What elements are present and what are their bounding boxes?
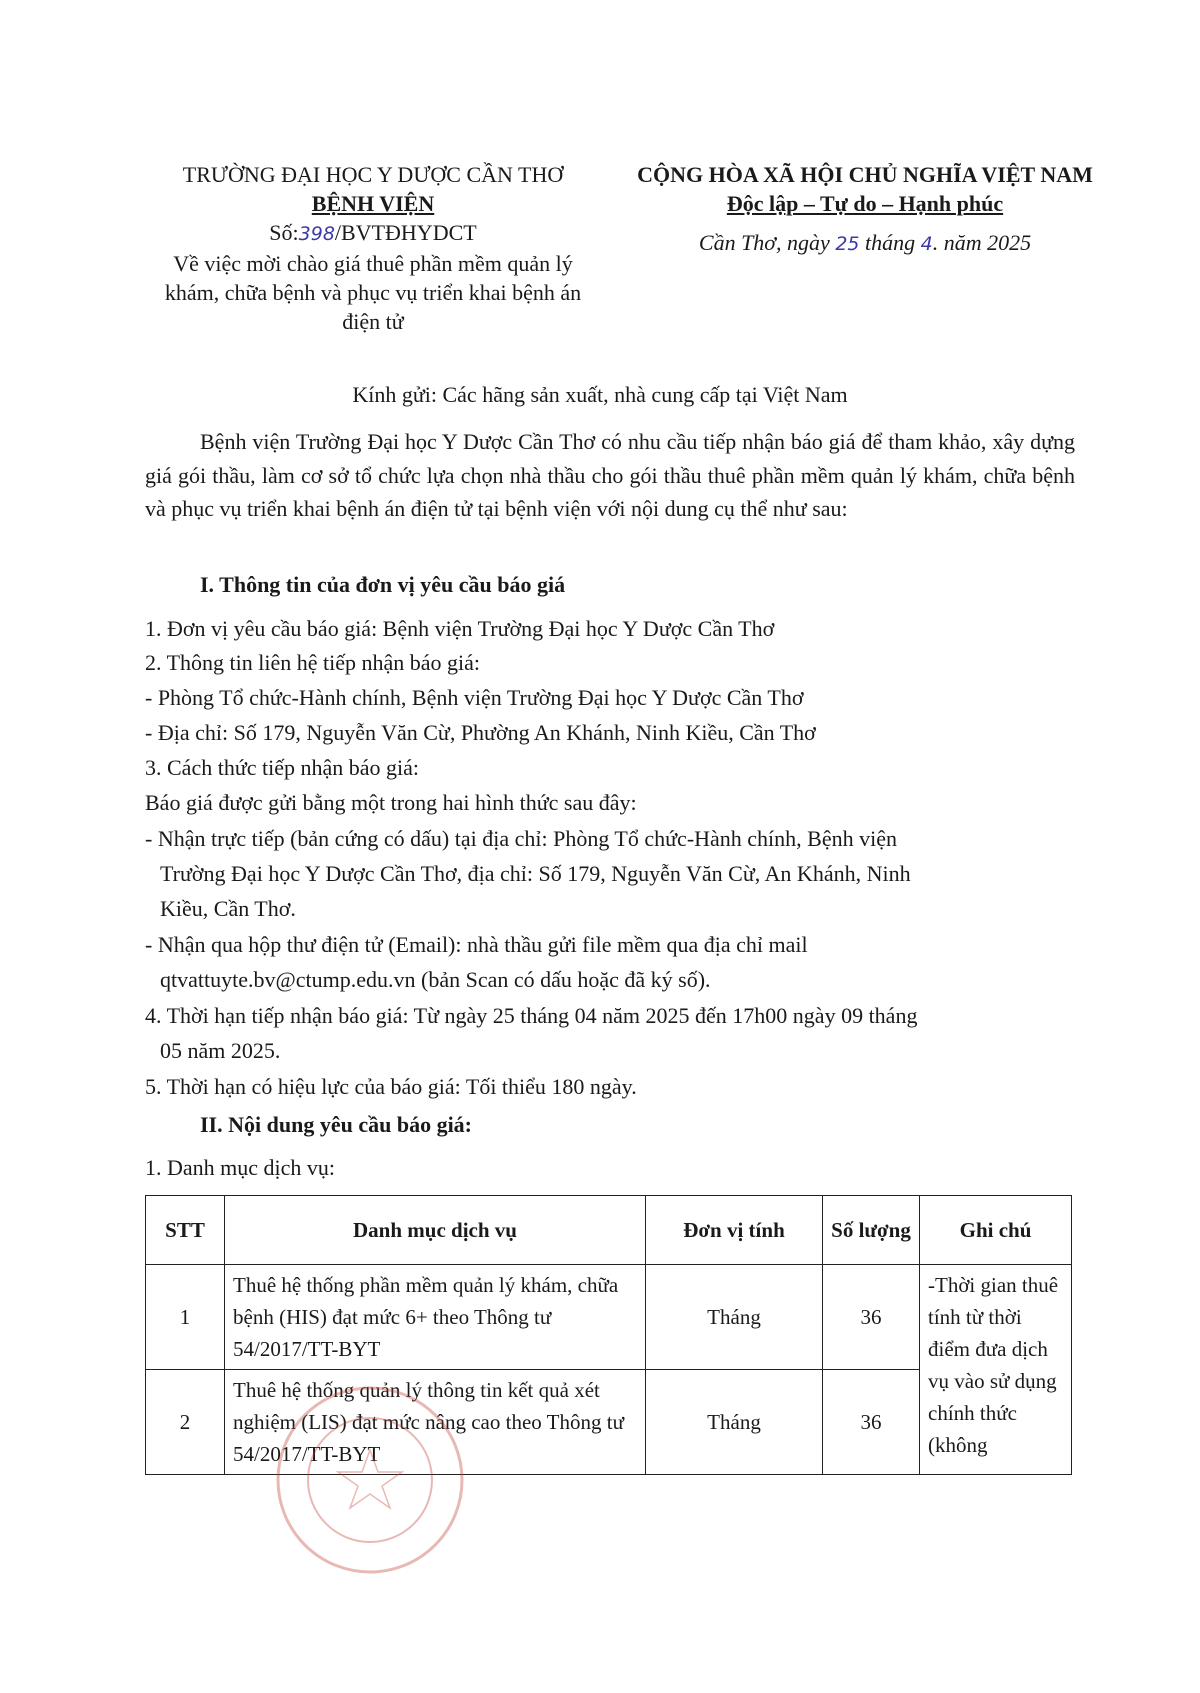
cell-service: Thuê hệ thống phần mềm quản lý khám, chữa bệnh (HIS) đạt mức 6+ theo Thông tư 54/2017/TT-BYT <box>225 1265 646 1370</box>
section-1-line: Báo giá được gửi bằng một trong hai hình thức sau đây: <box>145 790 637 815</box>
cell-unit: Tháng <box>646 1265 823 1370</box>
date-line <box>610 228 1120 259</box>
section-1-line: Kiều, Cần Thơ. <box>160 896 296 921</box>
section-1-line: - Nhận qua hộp thư điện tử (Email): nhà thầu gửi file mềm qua địa chỉ mail <box>145 932 808 957</box>
table-row <box>146 1265 1072 1370</box>
col-header-stt: STT <box>146 1196 225 1265</box>
cell-quantity: 36 <box>823 1265 920 1370</box>
section-1-line: 05 năm 2025. <box>160 1038 281 1063</box>
motto: Độc lập – Tự do – Hạnh phúc <box>726 191 1004 216</box>
date-mid: tháng <box>865 230 916 255</box>
cell-unit: Tháng <box>646 1370 823 1475</box>
section-1-line: - Phòng Tổ chức-Hành chính, Bệnh viện Trường Đại học Y Dược Cần Thơ <box>145 685 804 710</box>
col-header-service: Danh mục dịch vụ <box>225 1196 646 1265</box>
section-1-line: - Địa chỉ: Số 179, Nguyễn Văn Cừ, Phường An Khánh, Ninh Kiều, Cần Thơ <box>145 720 816 745</box>
section-2-subtitle: 1. Danh mục dịch vụ: <box>145 1155 336 1180</box>
salutation: Kính gửi: Các hãng sản xuất, nhà cung cấp tại Việt Nam <box>352 382 848 407</box>
table-header-row <box>146 1196 1072 1265</box>
handwritten-day: 25 <box>835 233 860 255</box>
unit-name: BỆNH VIỆN <box>311 191 435 216</box>
date-prefix: Cần Thơ, ngày <box>698 230 830 255</box>
email-line: qtvattuyte.bv@ctump.edu.vn (bản Scan có dấu hoặc đã ký số). <box>160 967 711 992</box>
number-prefix: Số: <box>269 220 299 245</box>
cell-stt: 1 <box>146 1265 225 1370</box>
section-1-line: Trường Đại học Y Dược Cần Thơ, địa chỉ: Số 179, Nguyễn Văn Cừ, An Khánh, Ninh <box>160 861 911 886</box>
section-1-title: I. Thông tin của đơn vị yêu cầu báo giá <box>200 572 566 597</box>
cell-stt: 2 <box>146 1370 225 1475</box>
subject-line: Về việc mời chào giá thuê phần mềm quản lý khám, chữa bệnh và phục vụ triển khai bệnh án điện tử <box>164 251 582 334</box>
header-left <box>138 160 608 336</box>
section-1-line: 4. Thời hạn tiếp nhận báo giá: Từ ngày 25 tháng 04 năm 2025 đến 17h00 ngày 09 tháng <box>145 1003 918 1028</box>
org-name: TRƯỜNG ĐẠI HỌC Y DƯỢC CẦN THƠ <box>182 162 564 187</box>
nation-title: CỘNG HÒA XÃ HỘI CHỦ NGHĨA VIỆT NAM <box>637 162 1093 187</box>
section-1-line: 5. Thời hạn có hiệu lực của báo giá: Tối thiểu 180 ngày. <box>145 1074 637 1099</box>
header-right <box>610 160 1120 259</box>
section-1-line: 3. Cách thức tiếp nhận báo giá: <box>145 755 420 780</box>
section-1-line: 1. Đơn vị yêu cầu báo giá: Bệnh viện Trường Đại học Y Dược Cần Thơ <box>145 616 775 641</box>
number-suffix: /BVTĐHYDCT <box>334 220 477 245</box>
handwritten-month: 4 <box>920 233 933 255</box>
section-1-line: - Nhận trực tiếp (bản cứng có dấu) tại địa chỉ: Phòng Tổ chức-Hành chính, Bệnh viện <box>145 826 897 851</box>
intro-paragraph: Bệnh viện Trường Đại học Y Dược Cần Thơ có nhu cầu tiếp nhận báo giá để tham khảo, xây dựng giá gói thầu, làm cơ sở tổ chức lựa chọn nhà thầu cho gói thầu thuê phần mềm quản lý khám, chữa bệnh và phục vụ triển khai bệnh án điện tử tại bệnh viện với nội dung cụ thể như sau: <box>145 429 1075 521</box>
date-suffix: . năm 2025 <box>932 230 1032 255</box>
cell-note: -Thời gian thuê tính từ thời điểm đưa dịch vụ vào sử dụng chính thức (không <box>920 1265 1072 1475</box>
col-header-note: Ghi chú <box>920 1196 1072 1265</box>
section-2-title: II. Nội dung yêu cầu báo giá: <box>200 1112 473 1137</box>
cell-quantity: 36 <box>823 1370 920 1475</box>
section-1-line: 2. Thông tin liên hệ tiếp nhận báo giá: <box>145 650 481 675</box>
col-header-unit: Đơn vị tính <box>646 1196 823 1265</box>
document-number <box>138 218 608 249</box>
service-table <box>145 1195 1072 1475</box>
handwritten-number: 398 <box>298 223 335 245</box>
col-header-quantity: Số lượng <box>823 1196 920 1265</box>
cell-service: Thuê hệ thống quản lý thông tin kết quả xét nghiệm (LIS) đạt mức nâng cao theo Thông tư 54/2017/TT-BYT <box>225 1370 646 1475</box>
